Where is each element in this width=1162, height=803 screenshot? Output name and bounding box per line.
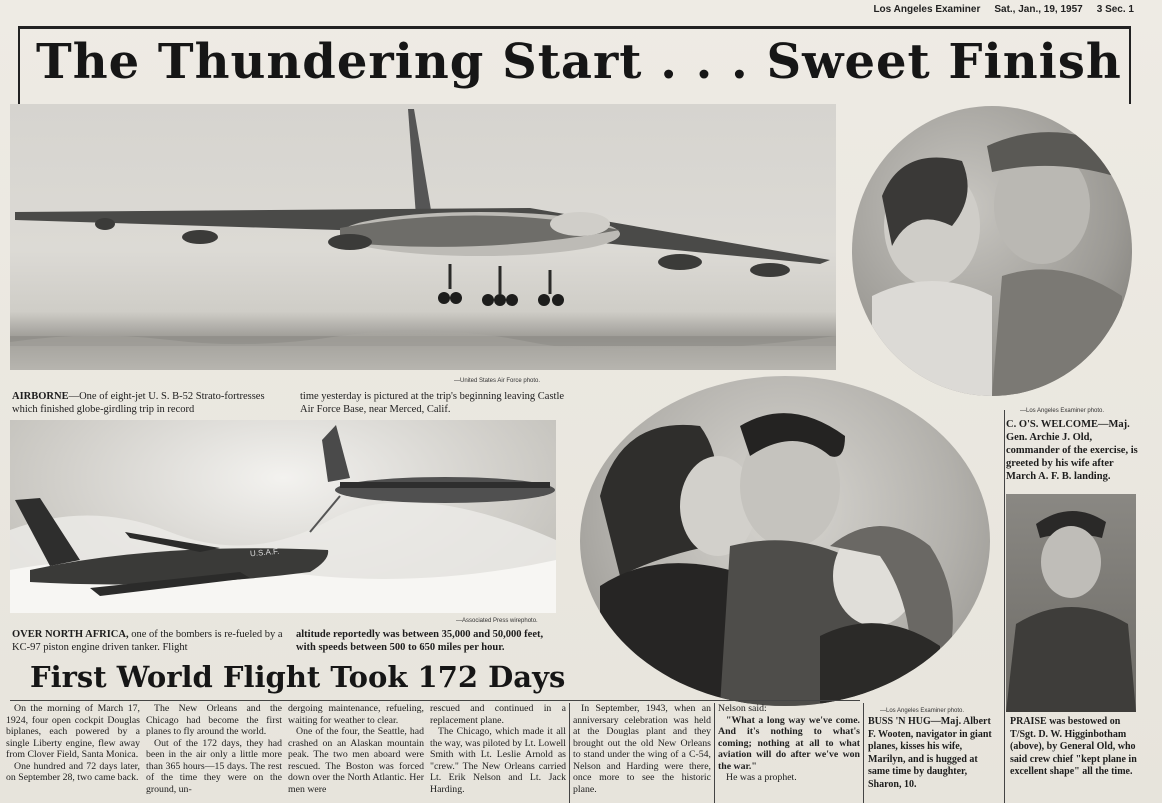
refuel-photo-credit: —Associated Press wirephoto.: [456, 618, 538, 624]
africa-caption-text: one of the bombers is re-fueled by a KC-97 piston engine driven tanker. Flight: [12, 629, 283, 653]
page-number: 3 Sec. 1: [1096, 4, 1134, 15]
story-col2-para2: Out of the 172 days, they had been in the air only a little more than 365 hours—15 days. The rest of the time they were on the ground, un-: [146, 737, 282, 795]
story-col4-para2: The Chicago, which made it all the way, was piloted by Lt. Lowell Smith with Lt. Leslie Arnold as "crew." The New Orleans carried Lt. Erik Nelson and Lt. Jack Harding.: [430, 726, 566, 795]
praise-caption-text: was bestowed on T/Sgt. D. W. Higginbotham (above), by General Old, who said crew chief "kept plane in excellent shape" all the time.: [1010, 716, 1137, 777]
b52-takeoff-photo: [10, 104, 836, 370]
col-rule-6: [714, 703, 715, 803]
hug-caption-lead: BUSS 'N HUG: [868, 716, 931, 727]
airborne-caption-text: —One of eight-jet U. S. B-52 Strato-fortresses which finished globe-girdling trip in record: [12, 391, 265, 415]
paper-name: Los Angeles Examiner: [873, 4, 981, 15]
b52-bomber-icon: [10, 104, 836, 370]
story-col3-para1: dergoing maintenance, refueling, waiting for weather to clear.: [288, 703, 424, 726]
story-column-4: [430, 703, 566, 803]
tail-marking: U.S.A.F.: [249, 546, 280, 559]
story-col1-para1: On the morning of March 17, 1924, four open cockpit Douglas biplanes, each powered by a single Liberty engine, flew away from Clover Field, Santa Monica.: [6, 703, 140, 760]
masthead: [873, 4, 1134, 15]
story-top-rule: [10, 700, 860, 701]
col-rule-7: [863, 703, 864, 803]
hug-caption: [868, 716, 1000, 791]
col-rule-8: [1004, 410, 1005, 803]
general-kiss-photo: [852, 106, 1132, 396]
main-headline: The Thundering Start . . . Sweet Finish: [36, 34, 1122, 90]
welcome-caption: [1006, 418, 1140, 483]
welcome-photo-credit: —Los Angeles Examiner photo.: [1020, 408, 1105, 414]
col-rule-5: [569, 703, 570, 803]
story-column-1: [6, 703, 140, 803]
airborne-caption-left: [12, 390, 284, 416]
couple-silhouette-icon: [852, 106, 1132, 396]
hug-photo-credit: —Los Angeles Examiner photo.: [880, 708, 965, 714]
family-hug-photo: [580, 376, 990, 706]
tanker-and-bomber-icon: [10, 420, 556, 613]
story-col1-para2: One hundred and 72 days later, on September 28, two came back.: [6, 760, 140, 783]
issue-date: Sat., Jan., 19, 1957: [994, 4, 1083, 15]
airborne-caption-lead: AIRBORNE: [12, 391, 69, 402]
sergeant-photo: [1006, 494, 1136, 712]
story-column-3: [288, 703, 424, 803]
praise-caption-lead: PRAISE: [1010, 716, 1047, 727]
story-col6-para1: "What a long way we've come. And it's nothing to what's coming; nothing at all to what aviation will do after we've won the war.": [718, 714, 860, 772]
welcome-caption-text: —Maj. Gen. Archie J. Old, commander of the exercise, is greeted by his wife after March A. F. B. landing.: [1006, 419, 1138, 482]
africa-caption-lead: OVER NORTH AFRICA,: [12, 629, 129, 640]
hug-caption-text: —Maj. Albert F. Wooten, navigator in giant planes, kisses his wife, Marilyn, and is hugged at same time by daughter, Sharon, 10.: [868, 716, 992, 790]
family-silhouette-icon: [580, 376, 990, 706]
africa-caption-left: [12, 628, 288, 654]
story-col2-para1: The New Orleans and the Chicago had become the first planes to fly around the world.: [146, 703, 282, 737]
story-col6-para2: He was a prophet.: [726, 772, 797, 783]
sergeant-silhouette-icon: [1006, 494, 1136, 712]
story-col4-para1: rescued and continued in a replacement plane.: [430, 703, 566, 726]
story-headline: First World Flight Took 172 Days: [30, 660, 566, 694]
refueling-photo: [10, 420, 556, 613]
story-col3-para2: One of the four, the Seattle, had crashed on an Alaskan mountain peak. The two men aboard were rescued. The Boston was forced down over the North Atlantic. Her men were: [288, 726, 424, 795]
airborne-caption-right: time yesterday is pictured at the trip's beginning leaving Castle Air Force Base, near Merced, Calif.: [300, 391, 565, 415]
africa-caption-right: altitude reportedly was between 35,000 and 50,000 feet, with speeds between 500 to 650 miles per hour.: [296, 629, 544, 653]
b52-photo-credit: —United States Air Force photo.: [454, 378, 541, 384]
story-column-5: [573, 703, 711, 803]
story-col6-para0: Nelson said:: [718, 703, 767, 714]
story-col5-para1: In September, 1943, when an anniversary celebration was held at the Douglas plant and they brought out the old New Orleans to stand under the wing of a C-54, Nelson and Harding were there, once more to see the historic plane.: [573, 703, 711, 795]
story-column-2: [146, 703, 282, 803]
welcome-caption-lead: C. O'S. WELCOME: [1006, 419, 1098, 430]
praise-caption: [1010, 716, 1140, 779]
story-column-6: [718, 703, 860, 803]
